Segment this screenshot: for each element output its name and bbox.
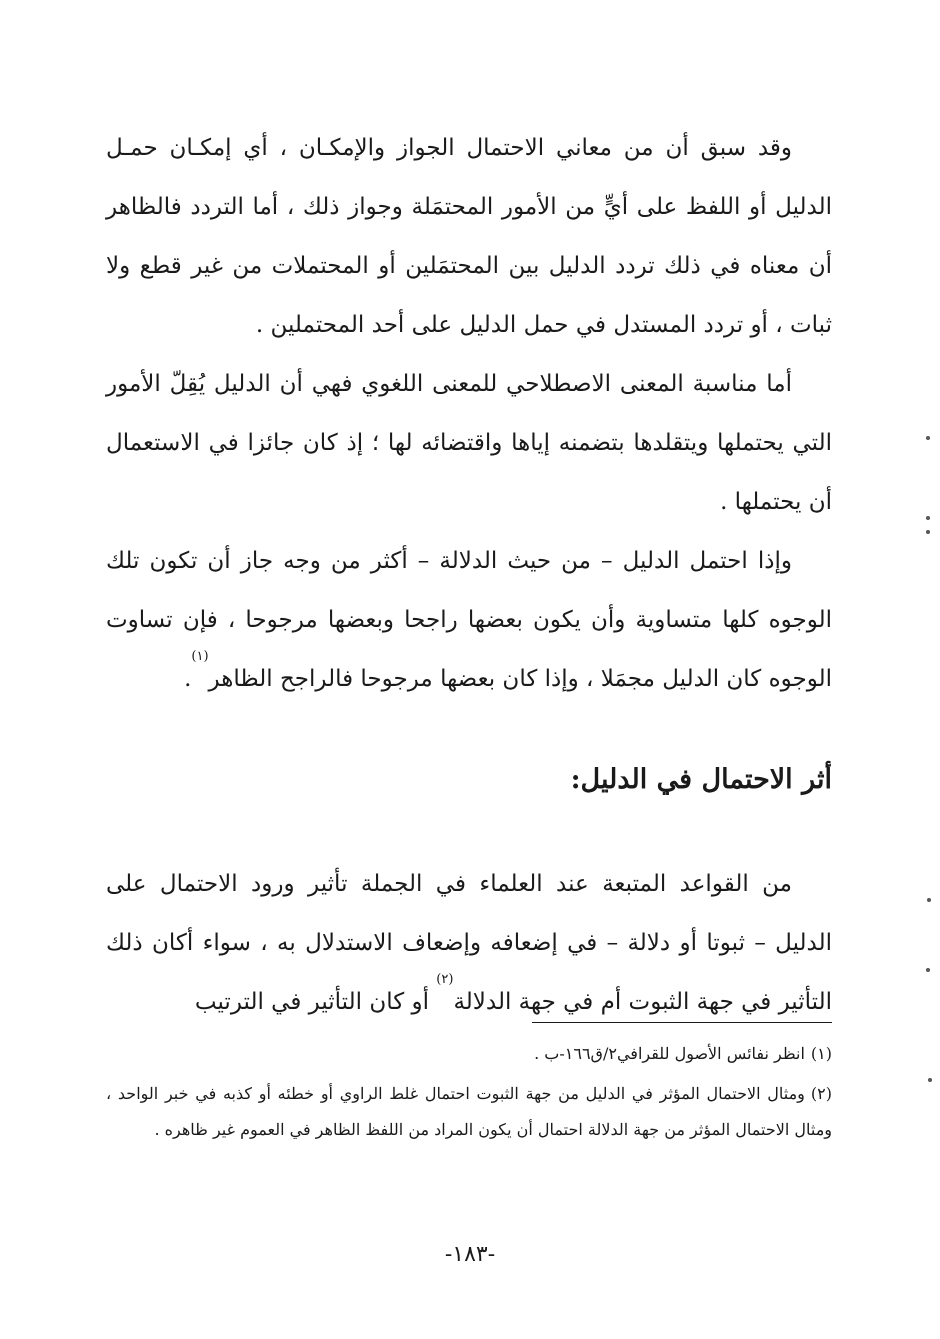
scan-speck xyxy=(926,436,930,440)
paragraph-3 xyxy=(106,532,832,709)
paragraph-3-text: وإذا احتمل الدليل – من حيث الدلالة – أكثر من وجه جاز أن تكون تلك الوجوه كلها متساوية وأن يكون بعضها راجحا وبعضها مرجوحا ، فإن تساوت الوجوه كان الدليل مجمَلا ، وإذا كان بعضها مرجوحا فالراجح الظاهر xyxy=(106,548,832,692)
footnote-1-text: انظر نفائس الأصول للقرافي٢/ق١٦٦-ب . xyxy=(534,1044,805,1063)
footnote-divider xyxy=(532,1022,832,1023)
section-heading: أثر الاحتمال في الدليل: xyxy=(570,764,832,795)
paragraph-4 xyxy=(106,855,832,1032)
paragraph-2: أما مناسبة المعنى الاصطلاحي للمعنى اللغوي فهي أن الدليل يُقِلّ الأمور التي يحتملها ويتقلدها بتضمنه إياها واقتضائه لها ؛ إذ كان جائزا في الاستعمال أن يحتملها . xyxy=(106,371,832,515)
footnote-1 xyxy=(106,1036,832,1072)
scan-speck xyxy=(926,530,930,534)
page-number: -١٨٣- xyxy=(444,1242,496,1267)
footnotes xyxy=(106,1036,832,1152)
paragraph-4-text: من القواعد المتبعة عند العلماء في الجملة تأثير ورود الاحتمال على الدليل – ثبوتا أو دلالة – في إضعافه وإضعاف الاستدلال به ، سواء أكان ذلك التأثير في جهة الثبوت أم في جهة الدلالة xyxy=(106,871,832,1015)
paragraph-4-end: أو كان التأثير في الترتيب xyxy=(194,989,437,1015)
scan-speck xyxy=(926,968,930,972)
footnote-ref-1: (١) xyxy=(191,649,209,664)
scan-speck xyxy=(926,516,930,520)
scan-speck xyxy=(928,1078,932,1082)
footnote-2 xyxy=(106,1076,832,1148)
footnote-1-marker: (١) xyxy=(810,1044,832,1063)
footnote-2-text: ومثال الاحتمال المؤثر في الدليل من جهة الثبوت احتمال غلط الراوي أو خطئه أو كذبه في خبر الواحد ، ومثال الاحتمال المؤثر من جهة الدلالة احتمال أن يكون المراد من اللفظ الظاهر في العموم غير ظاهره . xyxy=(106,1084,832,1139)
paragraph-3-end: . xyxy=(184,666,192,692)
footnote-ref-2: (٢) xyxy=(436,972,454,987)
scan-speck xyxy=(927,898,931,902)
paragraph-1: وقد سبق أن من معاني الاحتمال الجواز والإمكـان ، أي إمكـان حمـل الدليل أو اللفظ على أيٍّ من الأمور المحتمَلة وجواز ذلك ، أما التردد فالظاهر أن معناه في ذلك تردد الدليل بين المحتمَلين أو المحتملات من غير قطع ولا ثبات ، أو تردد المستدل في حمل الدليل على أحد المحتملين . xyxy=(106,135,832,338)
footnote-2-marker: (٢) xyxy=(810,1084,832,1103)
